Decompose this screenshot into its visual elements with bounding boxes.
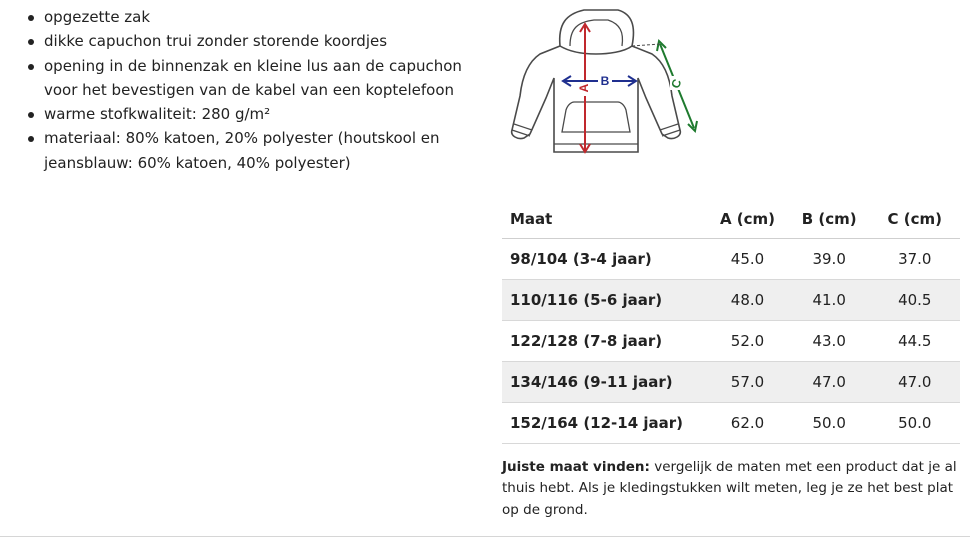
size-name: 134/146 (9-11 jaar)	[502, 362, 706, 403]
size-table-header	[502, 200, 960, 239]
size-a: 57.0	[706, 362, 789, 403]
shoulder-guide	[632, 44, 660, 46]
size-a: 62.0	[706, 403, 789, 444]
size-name: 152/164 (12-14 jaar)	[502, 403, 706, 444]
hoodie-measurement-icon	[508, 6, 703, 162]
hoodie-body	[512, 46, 681, 152]
measure-a-label: A	[577, 83, 592, 93]
fit-note-label: Juiste maat vinden:	[502, 459, 650, 475]
feature-item: opening in de binnenzak en kleine lus aan de capuchon voor het bevestigen van de kabel van een koptelefoon	[26, 54, 466, 103]
size-name: 110/116 (5-6 jaar)	[502, 280, 706, 321]
size-name: 122/128 (7-8 jaar)	[502, 321, 706, 362]
header-a: A (cm)	[706, 200, 789, 239]
table-row	[502, 403, 960, 444]
table-row	[502, 239, 960, 280]
size-c: 37.0	[870, 239, 960, 280]
measure-c-label: C	[668, 77, 685, 91]
size-c: 44.5	[870, 321, 960, 362]
size-b: 47.0	[789, 362, 870, 403]
size-name: 98/104 (3-4 jaar)	[502, 239, 706, 280]
size-b: 39.0	[789, 239, 870, 280]
size-b: 50.0	[789, 403, 870, 444]
fit-note	[502, 457, 964, 521]
size-b: 41.0	[789, 280, 870, 321]
size-c: 40.5	[870, 280, 960, 321]
size-a: 48.0	[706, 280, 789, 321]
feature-item: opgezette zak	[26, 5, 466, 29]
feature-item: warme stofkwaliteit: 280 g/m²	[26, 102, 466, 126]
feature-item: dikke capuchon trui zonder storende koordjes	[26, 29, 466, 53]
header-maat: Maat	[502, 200, 706, 239]
size-a: 52.0	[706, 321, 789, 362]
bottom-divider	[0, 536, 970, 537]
measure-b-label: B	[600, 74, 610, 89]
table-row	[502, 362, 960, 403]
size-a: 45.0	[706, 239, 789, 280]
table-row	[502, 321, 960, 362]
feature-item: materiaal: 80% katoen, 20% polyester (houtskool en jeansblauw: 60% katoen, 40% polyester)	[26, 126, 466, 175]
feature-list	[26, 5, 466, 175]
size-c: 47.0	[870, 362, 960, 403]
fit-note-text: vergelijk de maten met een product dat je al thuis hebt. Als je kledingstukken wilt meten, leg je ze het best plat op de grond.	[502, 459, 957, 518]
size-table	[502, 200, 960, 444]
header-c: C (cm)	[870, 200, 960, 239]
size-c: 50.0	[870, 403, 960, 444]
hoodie-pocket	[562, 102, 630, 132]
header-b: B (cm)	[789, 200, 870, 239]
size-b: 43.0	[789, 321, 870, 362]
table-row	[502, 280, 960, 321]
